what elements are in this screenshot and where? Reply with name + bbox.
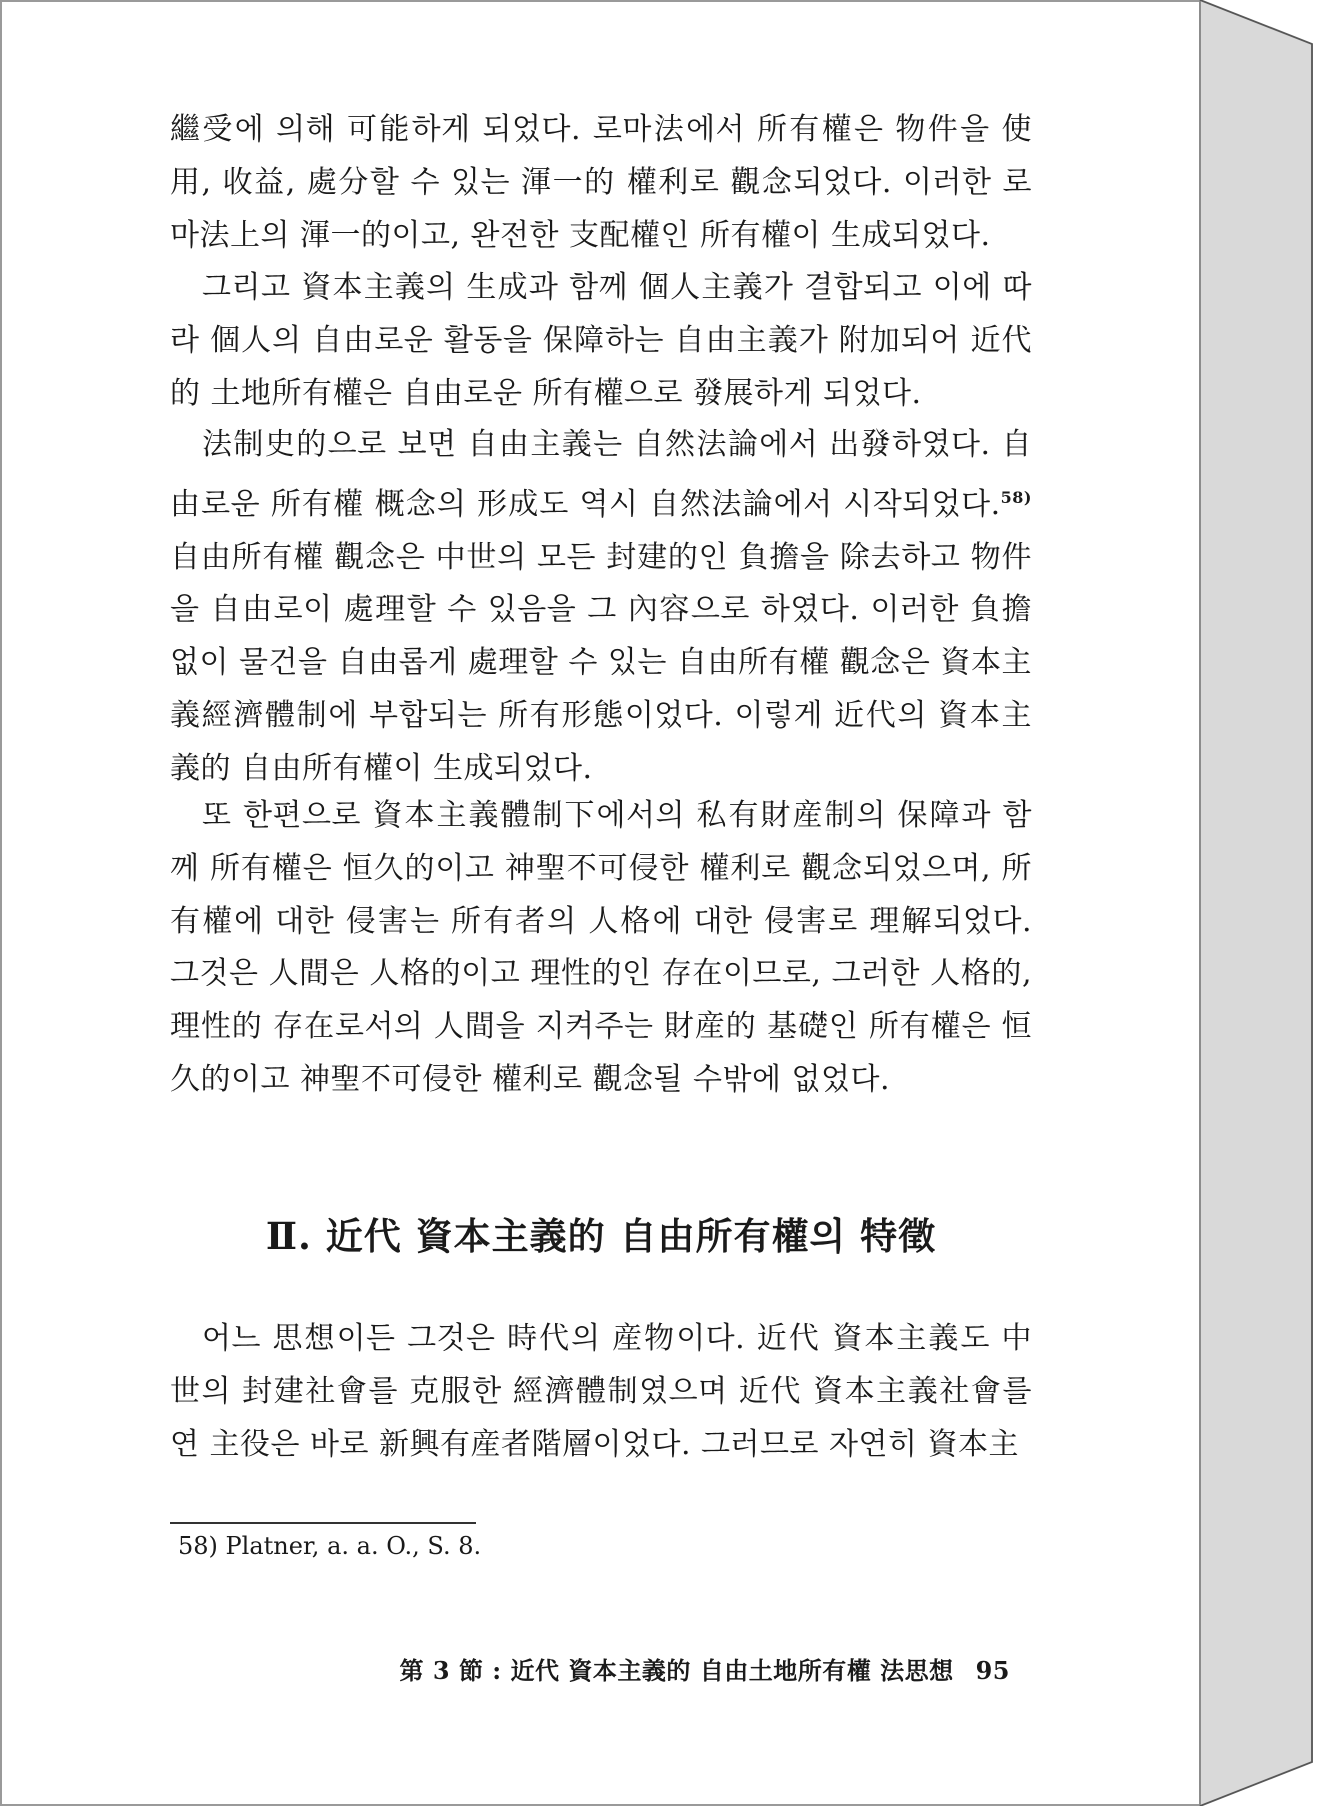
page-number: 95 [975, 1656, 1010, 1685]
running-footer [400, 1651, 1010, 1686]
paragraph-4: 또 한편으로 資本主義體制下에서의 私有財産制의 保障과 함께 所有權은 恒久的이고 神聖不可侵한 權利로 觀念되었으며, 所有權에 대한 侵害는 所有者의 人格에 대한 侵害로 理解되었다. 그것은 人間은 人格的이고 理性的인 存在이므로, 그러한 人格的, 理性的 存在로서의 人間을 지켜주는 財産的 基礎인 所有權은 恒久的이고 神聖不可侵한 權利로 觀念될 수밖에 없었다. [170, 798, 1032, 1097]
paragraph-3-cont: 自由所有權 觀念은 中世의 모든 封建的인 負擔을 除去하고 物件을 自由로이 處理할 수 있음을 그 內容으로 하였다. 이러한 負擔 없이 물건을 自由롭게 處理할 수 있는 自由所有權 觀念은 資本主義經濟體制에 부합되는 所有形態이었다. 이렇게 近代의 資本主義的 自由所有權이 生成되었다. [170, 539, 1032, 786]
footnote-divider [170, 1522, 476, 1524]
paragraph-3 [170, 419, 1032, 796]
footnote-ref: 58) [1000, 487, 1032, 507]
section-heading: Ⅱ. 近代 資本主義的 自由所有權의 特徵 [265, 1214, 937, 1258]
paragraph-5: 어느 思想이든 그것은 時代의 産物이다. 近代 資本主義도 中世의 封建社會를 克服한 經濟體制였으며 近代 資本主義社會를 연 主役은 바로 新興有産者階層이었다. 그러므로 자연히 資本主 [170, 1321, 1032, 1462]
running-head: 第 3 節 : 近代 資本主義的 自由土地所有權 法思想 [399, 1656, 954, 1685]
footnote: 58) Platner, a. a. O., S. 8. [178, 1532, 482, 1560]
paragraph-2: 그리고 資本主義의 生成과 함께 個人主義가 결합되고 이에 따라 個人의 自由로운 활동을 保障하는 自由主義가 附加되어 近代的 土地所有權은 自由로운 所有權으로 發展하게 되었다. [170, 270, 1032, 411]
paragraph-3-text: 法制史的으로 보면 自由主義는 自然法論에서 出發하였다. 自由로운 所有權 概念의 形成도 역시 自然法論에서 시작되었다. [170, 427, 1032, 522]
paragraph-1: 繼受에 의해 可能하게 되었다. 로마法에서 所有權은 物件을 使用, 收益, 處分할 수 있는 渾一的 權利로 觀念되었다. 이러한 로마法上의 渾一的이고, 완전한 支配權인 所有權이 生成되었다. [170, 112, 1032, 253]
